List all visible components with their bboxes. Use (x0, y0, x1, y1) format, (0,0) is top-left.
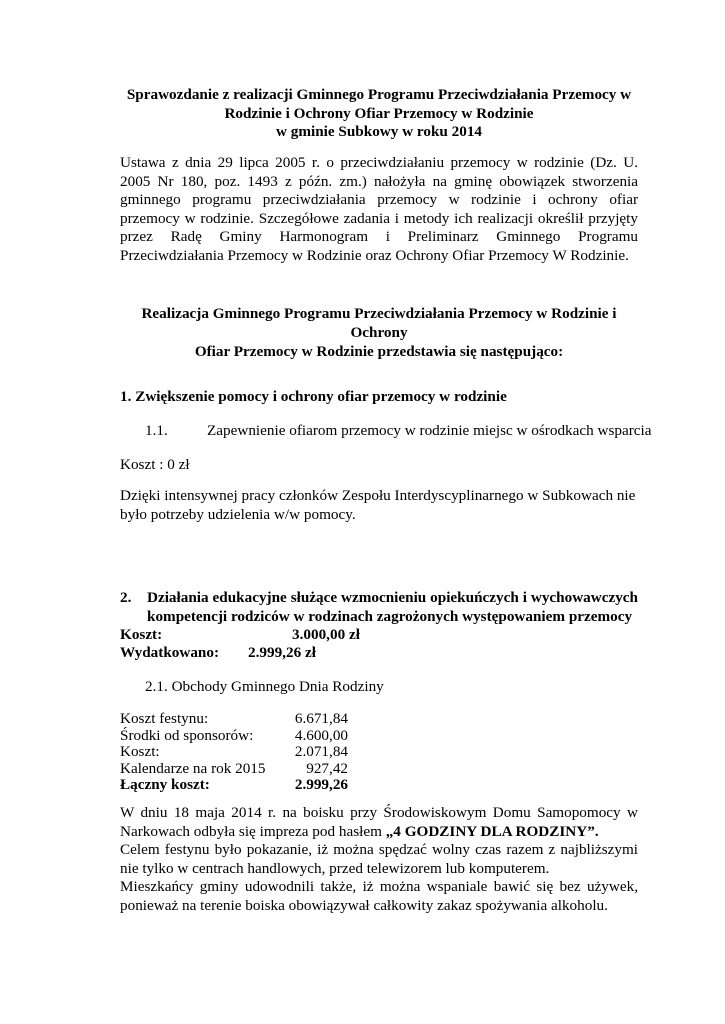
cost-value: 2.071,84 (294, 743, 348, 760)
section2-heading-text: Działania edukacyjne służące wzmocnieniu opiekuńczych i wychowawczych kompetencji rodziców w rodzinach zagrożonych występowaniem przemocy (147, 589, 638, 625)
section1-subitem-number: 1.1. (145, 422, 168, 439)
realizacja-heading-line-1: Realizacja Gminnego Programu Przeciwdziałania Przemocy w Rodzinie i Ochrony (141, 305, 617, 341)
cost-label: Kalendarze na rok 2015 (120, 759, 266, 777)
table-row (120, 744, 348, 761)
cost-label: Koszt festynu: (120, 710, 209, 727)
section2-koszt-value: 3.000,00 zł (292, 626, 360, 643)
realizacja-heading (120, 304, 638, 361)
cost-value: 6.671,84 (294, 710, 348, 727)
intro-paragraph: Ustawa z dnia 29 lipca 2005 r. o przeciwdziałaniu przemocy w rodzinie (Dz. U. 2005 Nr 180, poz. 1493 z późn. zm.) nałożyła na gminę obowiązek stworzenia gminnego programu przeciwdziałania przemocy w rodzinie i ochrony ofiar przemocy w rodzinie. Szczegółowe zadania i metody ich realizacji określił przyjęty przez Radę Gminy Harmonogram i Preliminarz Gminnego Programu Przeciwdziałania Przemocy w Rodzinie oraz Ochrony Ofiar Przemocy W Rodzinie. (120, 154, 638, 264)
section2-wydatkowano-value: 2.999,26 zł (248, 644, 316, 661)
table-row (120, 711, 348, 728)
title-line-3: w gminie Subkowy w roku 2014 (275, 123, 483, 140)
cost-table (120, 711, 348, 794)
festival-paragraph-1 (120, 804, 638, 841)
document-title (120, 86, 638, 142)
section1-note-line-1: Dzięki intensywnej pracy członków Zespołu Interdyscyplinarnego w Subkowach nie (120, 487, 636, 504)
section1-cost: Koszt : 0 zł (120, 456, 190, 473)
festival-slogan: „4 GODZINY DLA RODZINY”. (385, 822, 599, 840)
cost-value: 4.600,00 (294, 726, 348, 744)
festival-paragraph-3: Mieszkańcy gminy udowodnili także, iż można wspaniale bawić się bez używek, ponieważ na terenie boiska obowiązywał całkowity zakaz spożywania alkoholu. (120, 878, 638, 914)
total-cost-value: 2.999,26 (294, 776, 348, 793)
table-row (120, 728, 348, 745)
section2-subitem: 2.1. Obchody Gminnego Dnia Rodziny (145, 678, 384, 695)
section2-wydatkowano (120, 644, 638, 663)
festival-paragraph-2: Celem festynu było pokazanie, iż można spędzać wolny czas razem z najbliższymi nie tylko w centrach handlowych, przed telewizorem lub komputerem. (120, 841, 638, 877)
table-row (120, 761, 348, 778)
realizacja-heading-line-2: Ofiar Przemocy w Rodzinie przedstawia się następująco: (194, 343, 564, 360)
section2-koszt (120, 626, 638, 645)
festival-description (120, 804, 638, 915)
section1-note-line-2: było potrzeby udzielenia w/w pomocy. (120, 505, 356, 523)
section1-heading: 1. Zwiększenie pomocy i ochrony ofiar przemocy w rodzinie (120, 388, 507, 405)
section1-subitem (120, 422, 663, 441)
title-line-1: Sprawozdanie z realizacji Gminnego Programu Przeciwdziałania Przemocy w (126, 86, 632, 103)
section2-koszt-label: Koszt: (120, 626, 163, 643)
cost-value: 927,42 (306, 759, 348, 777)
section2-wydatkowano-label: Wydatkowano: (120, 644, 220, 661)
cost-label: Koszt: (120, 743, 160, 760)
festival-paragraph-1-text: W dniu 18 maja 2014 r. na boisku przy Środowiskowym Domu Samopomocy w Narkowach odbyła się impreza pod hasłem (120, 804, 638, 840)
title-line-2: Rodzinie i Ochrony Ofiar Przemocy w Rodzinie (224, 104, 534, 122)
cost-label: Środki od sponsorów: (120, 726, 254, 744)
section2-number: 2. (120, 589, 132, 606)
section2-heading (120, 589, 638, 626)
total-cost-label: Łączny koszt: (120, 776, 210, 793)
table-row-total (120, 777, 348, 794)
section1-note (120, 487, 638, 524)
section1-subitem-text: Zapewnienie ofiarom przemocy w rodzinie miejsc w ośrodkach wsparcia (207, 422, 652, 439)
